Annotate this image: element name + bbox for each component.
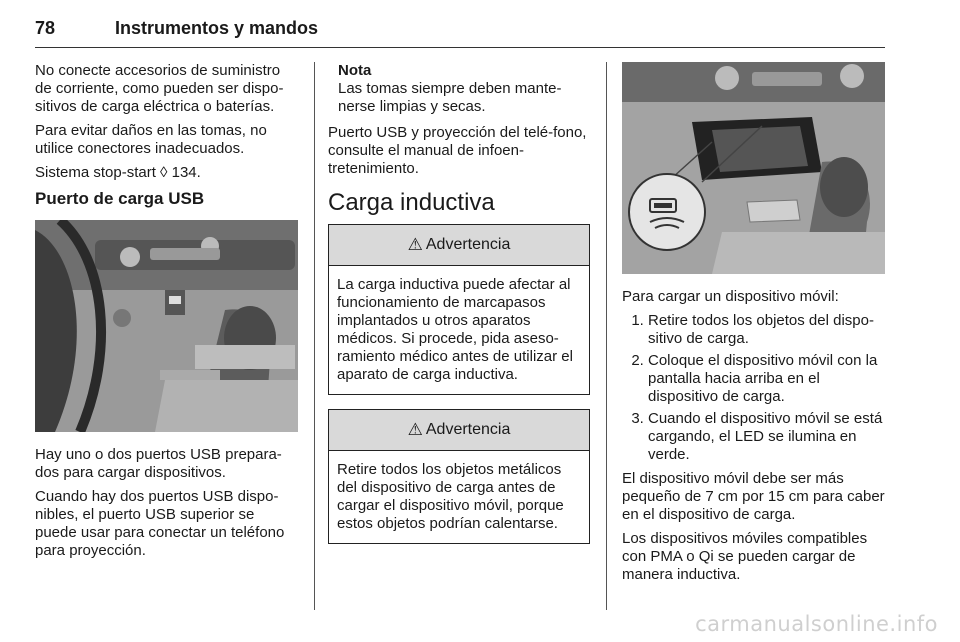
- warning-title: Advertencia: [425, 421, 511, 438]
- page-title: Instrumentos y mandos: [115, 18, 319, 38]
- paragraph: Cuando hay dos puertos USB dispo-nibles, el puerto USB superior se puede usar para conectar un teléfono para proyección.: [35, 488, 285, 559]
- paragraph: Hay uno o dos puertos USB prepara-dos para cargar dispositivos.: [35, 446, 282, 481]
- warning-triangle-icon: ⚠: [407, 235, 423, 254]
- paragraph: Los dispositivos móviles compatibles con PMA o Qi se pueden cargar de manera inductiva.: [622, 530, 868, 583]
- list-item: 2. Coloque el dispositivo móvil con la pantalla hacia arriba en el dispositivo de carga.: [648, 352, 887, 406]
- warning-title: Advertencia: [425, 236, 511, 253]
- section-heading: Puerto de carga USB: [35, 189, 205, 208]
- inductive-charger-photo: [622, 62, 885, 274]
- column-divider: [606, 62, 607, 610]
- note-text: Las tomas siempre deben mante-nerse limpias y secas.: [338, 80, 562, 115]
- column-divider: [314, 62, 315, 610]
- column-1: [35, 62, 300, 566]
- warning-box: [328, 409, 590, 544]
- warning-text: La carga inductiva puede afectar al funcionamiento de marcapasos implantados u otros aparatos médicos. Si procede, pida aseso-ramiento médico antes de utilizar el aparato de carga inductiva.: [337, 276, 573, 383]
- warning-text: Retire todos los objetos metálicos del dispositivo de carga antes de cargar el dispositivo móvil, porque estos objetos podrían calentarse.: [337, 461, 564, 532]
- warning-triangle-icon: ⚠: [407, 420, 423, 439]
- list-item: 1. Retire todos los objetos del dispo-sitivo de carga.: [648, 312, 887, 348]
- column-3: [622, 62, 887, 590]
- cross-reference: Sistema stop-start ◊ 134.: [35, 164, 201, 181]
- warning-header: [329, 410, 589, 451]
- page-header: [35, 4, 885, 48]
- paragraph: No conecte accesorios de suministro de corriente, como pueden ser dispo-sitivos de carga eléctrica o baterías.: [35, 62, 284, 115]
- page-number: 78: [35, 18, 56, 38]
- paragraph: Para evitar daños en las tomas, no utilice conectores inadecuados.: [35, 122, 267, 157]
- watermark: carmanualsonline.info: [695, 612, 938, 636]
- column-2: [328, 62, 590, 558]
- list-item: 3. Cuando el dispositivo móvil se está cargando, el LED se ilumina en verde.: [648, 410, 887, 464]
- paragraph: Puerto USB y proyección del telé-fono, consulte el manual de infoen-tretenimiento.: [328, 124, 587, 177]
- steps-list: [622, 312, 887, 464]
- header-rule: [35, 47, 885, 48]
- warning-box: [328, 224, 590, 395]
- paragraph: El dispositivo móvil debe ser más pequeño de 7 cm por 15 cm para caber en el dispositivo de carga.: [622, 470, 885, 523]
- warning-header: [329, 225, 589, 266]
- note-label: Nota: [338, 62, 372, 79]
- paragraph: Para cargar un dispositivo móvil:: [622, 288, 839, 305]
- usb-port-photo: [35, 220, 298, 432]
- section-heading: Carga inductiva: [328, 189, 495, 216]
